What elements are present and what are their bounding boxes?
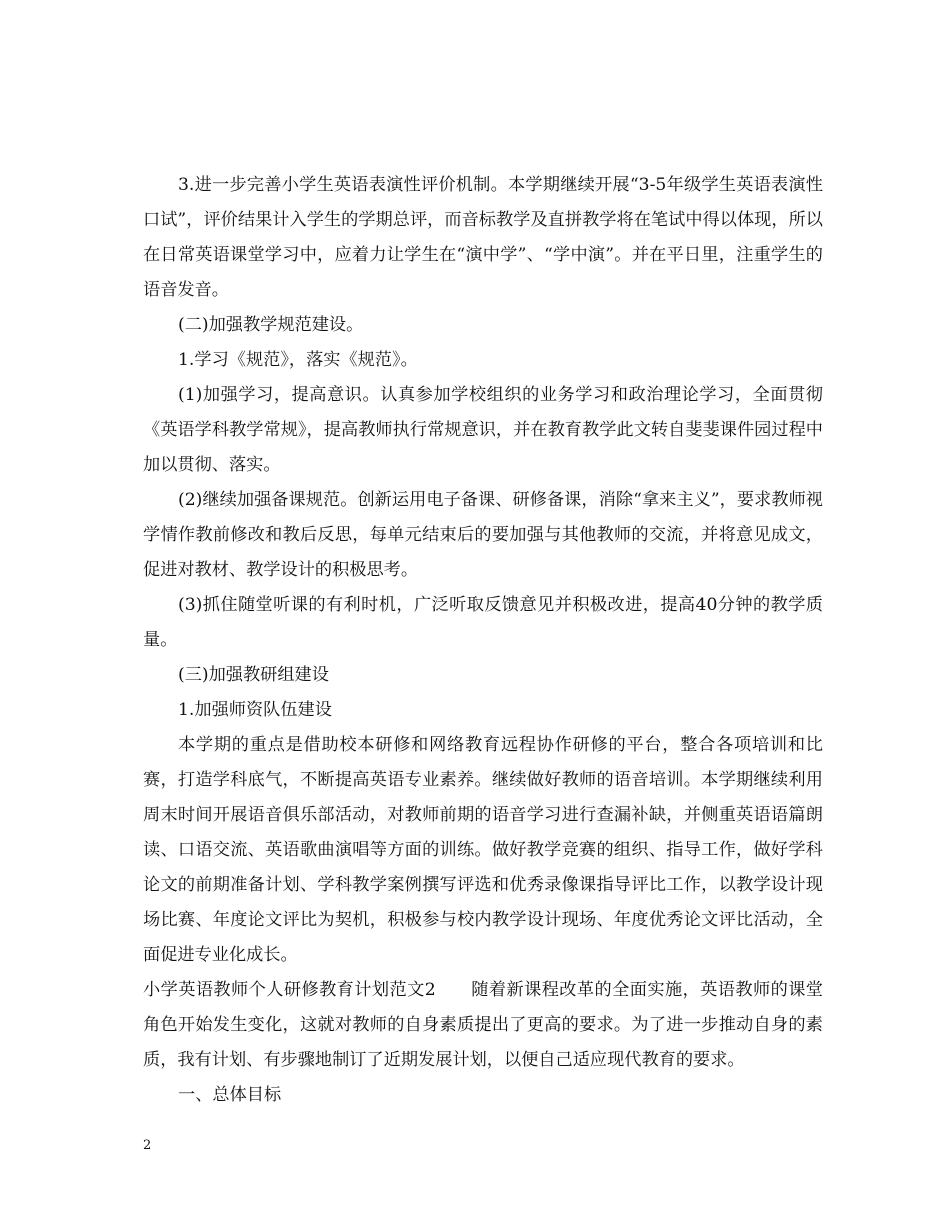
subheading-teacher-team: 1.加强师资队伍建设	[178, 700, 332, 720]
paragraph-evaluation-mechanism: 3.进一步完善小学生英语表演性评价机制。本学期继续开展“3-5年级学生英语表演性口试”，评价结果计入学生的学期总评，而音标教学及直拼教学将在笔试中得以体现，所以在日常英语课堂学习中，应着力让学生在“演中学”、“学中演”。并在平日里，注重学生的语音发音。	[143, 175, 823, 300]
heading-overall-goal: 一、总体目标	[178, 1085, 282, 1105]
paragraph-lesson-prep: (2)继续加强备课规范。创新运用电子备课、研修备课，消除“拿来主义”，要求教师视学情作教前修改和教后反思，每单元结束后的要加强与其他教师的交流，并将意见成文，促进对教材、教学设计的积极思考。	[143, 490, 823, 580]
document-body	[143, 168, 823, 1113]
paragraph-strengthen-learning: (1)加强学习，提高意识。认真参加学校组织的业务学习和政治理论学习，全面贯彻《英语学科教学常规》，提高教师执行常规意识，并在教育教学此文转自斐斐课件园过程中加以贯彻、落实。	[143, 385, 823, 475]
page-number: 2	[143, 1138, 152, 1153]
heading-teaching-standards: (二)加强教学规范建设。	[178, 315, 364, 335]
subheading-study-standards: 1.学习《规范》，落实《规范》。	[178, 350, 418, 370]
paragraph-plan-sample-2: 小学英语教师个人研修教育计划范文2 随着新课程改革的全面实施，英语教师的课堂角色开始发生变化，这就对教师的自身素质提出了更高的要求。为了进一步推动自身的素质，我有计划、有步骤地制订了近期发展计划，以便自己适应现代教育的要求。	[143, 980, 823, 1070]
heading-research-group: (三)加强教研组建设	[178, 665, 329, 685]
paragraph-semester-focus: 本学期的重点是借助校本研修和网络教育远程协作研修的平台，整合各项培训和比赛，打造学科底气，不断提高英语专业素养。继续做好教师的语音培训。本学期继续利用周末时间开展语音俱乐部活动，对教师前期的语音学习进行查漏补缺，并侧重英语语篇朗读、口语交流、英语歌曲演唱等方面的训练。做好教学竞赛的组织、指导工作，做好学科论文的前期准备计划、学科教学案例撰写评选和优秀录像课指导评比工作，以教学设计现场比赛、年度论文评比为契机，积极参与校内教学设计现场、年度优秀论文评比活动，全面促进专业化成长。	[143, 735, 823, 965]
paragraph-classroom-observation: (3)抓住随堂听课的有利时机，广泛听取反馈意见并积极改进，提高40分钟的教学质量。	[143, 595, 823, 650]
